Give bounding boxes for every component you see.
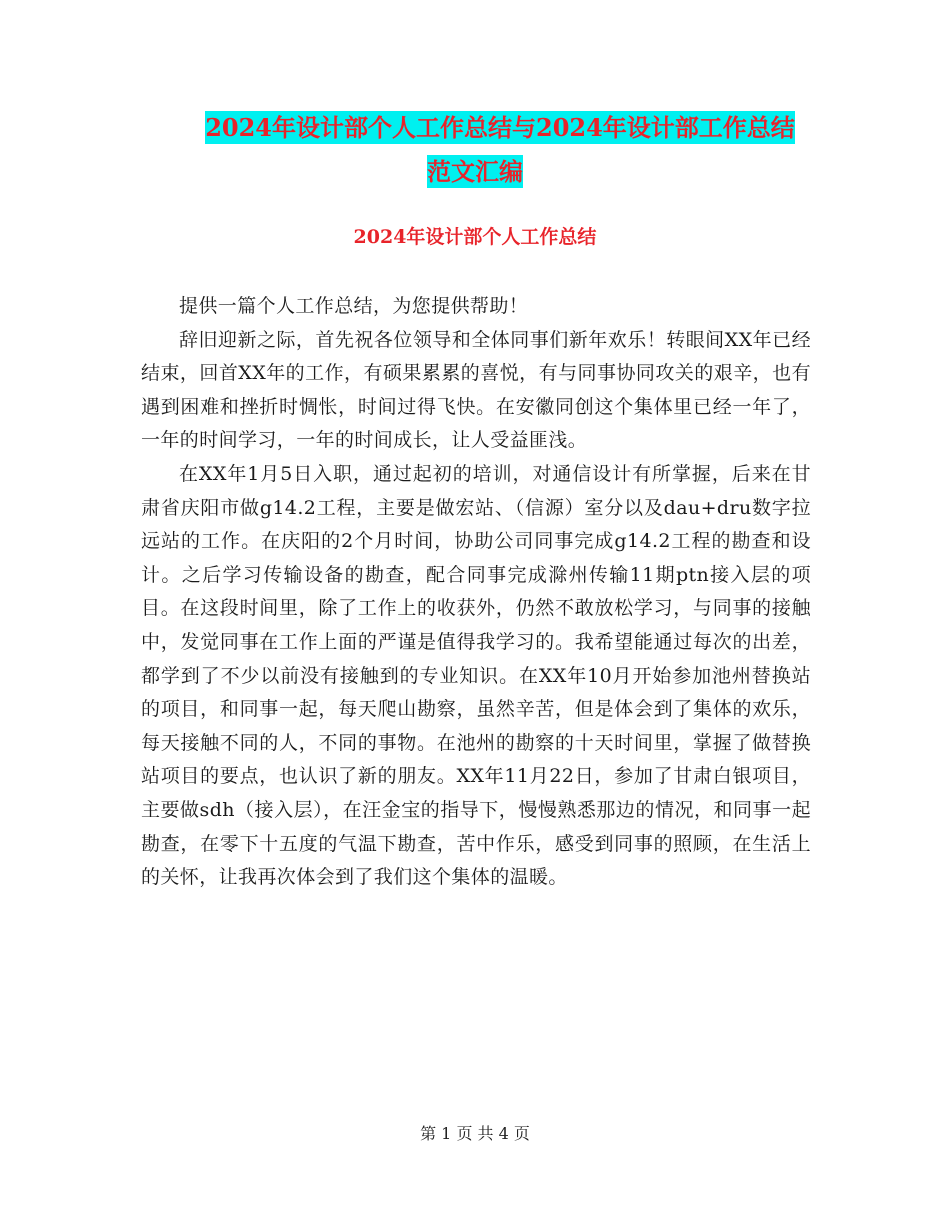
document-title-line1: 2024年设计部个人工作总结与2024年设计部工作总结 xyxy=(205,113,795,142)
document-title xyxy=(0,106,950,194)
paragraph-intro: 提供一篇个人工作总结，为您提供帮助！ xyxy=(179,295,529,317)
paragraph-work-history: 在XX年1月5日入职，通过起初的培训，对通信设计有所掌握，后来在甘肃省庆阳市做g14.2工程，主要是做宏站、（信源）室分以及dau+dru数字拉远站的工作。在庆阳的2个月时间，协助公司同事完成g14.2工程的勘查和设计。之后学习传输设备的勘查，配合同事完成滁州传输11期ptn接入层的项目。在这段时间里，除了工作上的收获外，仍然不敢放松学习，与同事的接触中，发觉同事在工作上面的严谨是值得我学习的。我希望能通过每次的出差，都学到了不少以前没有接触到的专业知识。在XX年10月开始参加池州替换站的项目，和同事一起，每天爬山勘察，虽然辛苦，但是体会到了集体的欢乐，每天接触不同的人，不同的事物。在池州的勘察的十天时间里，掌握了做替换站项目的要点，也认识了新的朋友。XX年11月22日，参加了甘肃白银项目，主要做sdh（接入层），在汪金宝的指导下，慢慢熟悉那边的情况，和同事一起勘查，在零下十五度的气温下勘查，苦中作乐，感受到同事的照顾，在生活上的关怀，让我再次体会到了我们这个集体的温暖。 xyxy=(141,462,811,889)
section-title: 2024年设计部个人工作总结 xyxy=(353,226,597,248)
document-title-line2: 范文汇编 xyxy=(427,157,523,186)
document-body xyxy=(141,290,811,895)
page-footer: 第 1 页 共 4 页 xyxy=(420,1124,530,1143)
paragraph-greeting: 辞旧迎新之际，首先祝各位领导和全体同事们新年欢乐！转眼间XX年已经结束，回首XX年的工作，有硕果累累的喜悦，有与同事协同攻关的艰辛，也有遇到困难和挫折时惆怅，时间过得飞快。在安徽同创这个集体里已经一年了，一年的时间学习，一年的时间成长，让人受益匪浅。 xyxy=(141,328,811,452)
